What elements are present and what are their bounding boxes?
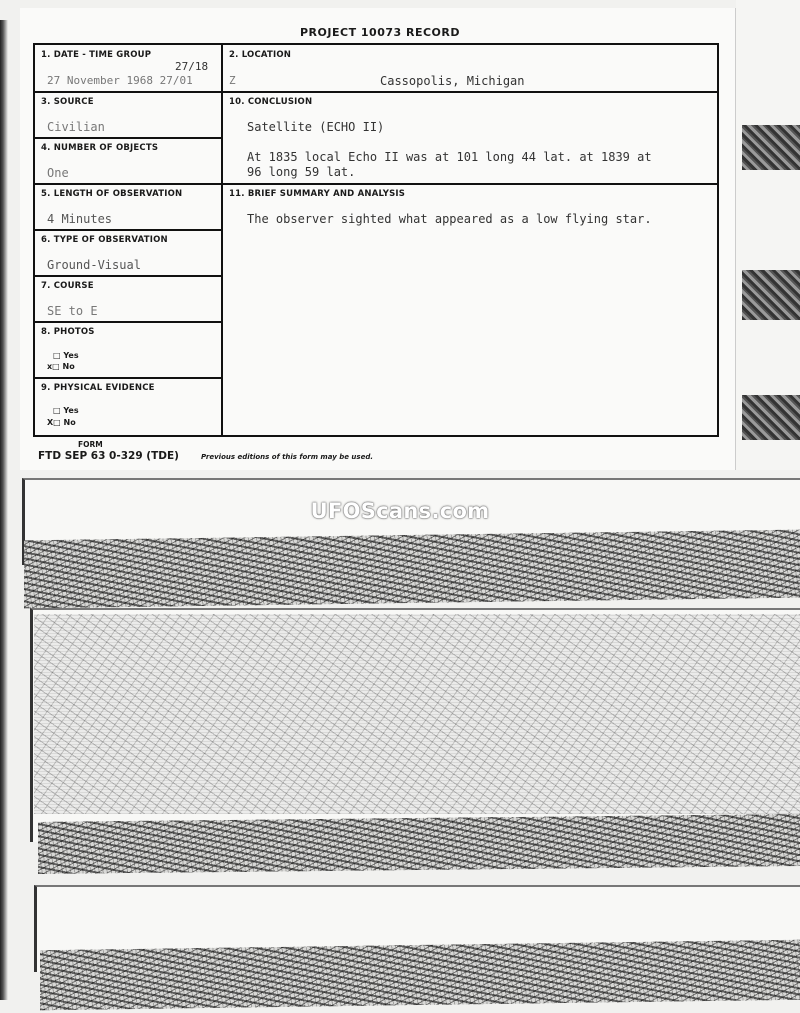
- row-divider: [35, 137, 223, 139]
- card-edge-texture: [38, 814, 800, 874]
- row-divider: [35, 275, 223, 277]
- length-of-observation-label: 5. LENGTH OF OBSERVATION: [41, 189, 183, 199]
- physical-evidence-label: 9. PHYSICAL EVIDENCE: [41, 383, 155, 393]
- physical-evidence-no-option: [47, 418, 76, 427]
- form-footer: [38, 440, 718, 470]
- source-label: 3. SOURCE: [41, 97, 94, 107]
- photos-yes-checkbox: □: [53, 351, 61, 360]
- conclusion-label: 10. CONCLUSION: [229, 97, 313, 107]
- conclusion-value: Satellite (ECHO II): [247, 120, 385, 134]
- photos-no-checkbox: x□: [47, 362, 60, 371]
- photos-no-option: [47, 362, 75, 371]
- physical-evidence-yes-label: Yes: [63, 406, 79, 415]
- date-time-group-annotation: 27/18: [175, 60, 209, 73]
- physical-evidence-yes-checkbox: □: [53, 406, 61, 415]
- summary-value: The observer sighted what appeared as a low flying star.: [247, 212, 652, 226]
- form-id: FTD SEP 63 0-329 (TDE): [38, 450, 179, 462]
- course-label: 7. COURSE: [41, 281, 94, 291]
- number-of-objects-value: One: [47, 166, 69, 180]
- photos-label: 8. PHOTOS: [41, 327, 95, 337]
- form-notice: Previous editions of this form may be used.: [201, 453, 373, 461]
- location-label: 2. LOCATION: [229, 50, 292, 60]
- physical-evidence-no-label: No: [63, 418, 76, 427]
- photos-yes-label: Yes: [63, 351, 79, 360]
- date-time-group-suffix: Z: [229, 74, 236, 87]
- course-value: SE to E: [47, 304, 98, 318]
- page-shadow-edge: [0, 20, 8, 1000]
- card-edge-texture: [24, 530, 800, 609]
- type-of-observation-value: Ground-Visual: [47, 258, 141, 272]
- row-divider: [35, 183, 223, 185]
- location-value: Cassopolis, Michigan: [380, 74, 525, 88]
- date-time-group-value: 27 November 1968 27/01: [47, 74, 193, 87]
- row-divider: [221, 183, 717, 185]
- summary-label: 11. BRIEF SUMMARY AND ANALYSIS: [229, 189, 406, 199]
- card-edge-texture: [742, 125, 800, 170]
- date-time-group-label: 1. DATE - TIME GROUP: [41, 50, 152, 60]
- length-of-observation-value: 4 Minutes: [47, 212, 113, 226]
- card-edge-texture: [40, 940, 800, 1011]
- form-title: PROJECT 10073 RECORD: [300, 26, 461, 39]
- row-divider: [35, 229, 223, 231]
- card-edge-texture: [742, 395, 800, 440]
- source-value: Civilian: [47, 120, 105, 134]
- form-label: FORM: [78, 440, 103, 449]
- physical-evidence-no-checkbox: X□: [47, 418, 61, 427]
- type-of-observation-label: 6. TYPE OF OBSERVATION: [41, 235, 168, 245]
- photos-no-label: No: [62, 362, 75, 371]
- card-edge-texture: [742, 270, 800, 320]
- conclusion-note-line2: 96 long 59 lat.: [247, 165, 356, 179]
- number-of-objects-label: 4. NUMBER OF OBJECTS: [41, 143, 159, 153]
- card-surface-texture: [34, 614, 800, 814]
- photos-yes-option: [53, 351, 79, 360]
- form-grid: [33, 43, 719, 437]
- conclusion-note-line1: At 1835 local Echo II was at 101 long 44 lat. at 1839 at: [247, 150, 652, 164]
- row-divider: [35, 321, 223, 323]
- row-divider: [221, 91, 717, 93]
- right-card-stack: [736, 0, 800, 470]
- row-divider: [35, 91, 223, 93]
- physical-evidence-yes-option: [53, 406, 79, 415]
- watermark-text: UFOScans.com: [310, 499, 490, 523]
- row-divider: [35, 377, 223, 379]
